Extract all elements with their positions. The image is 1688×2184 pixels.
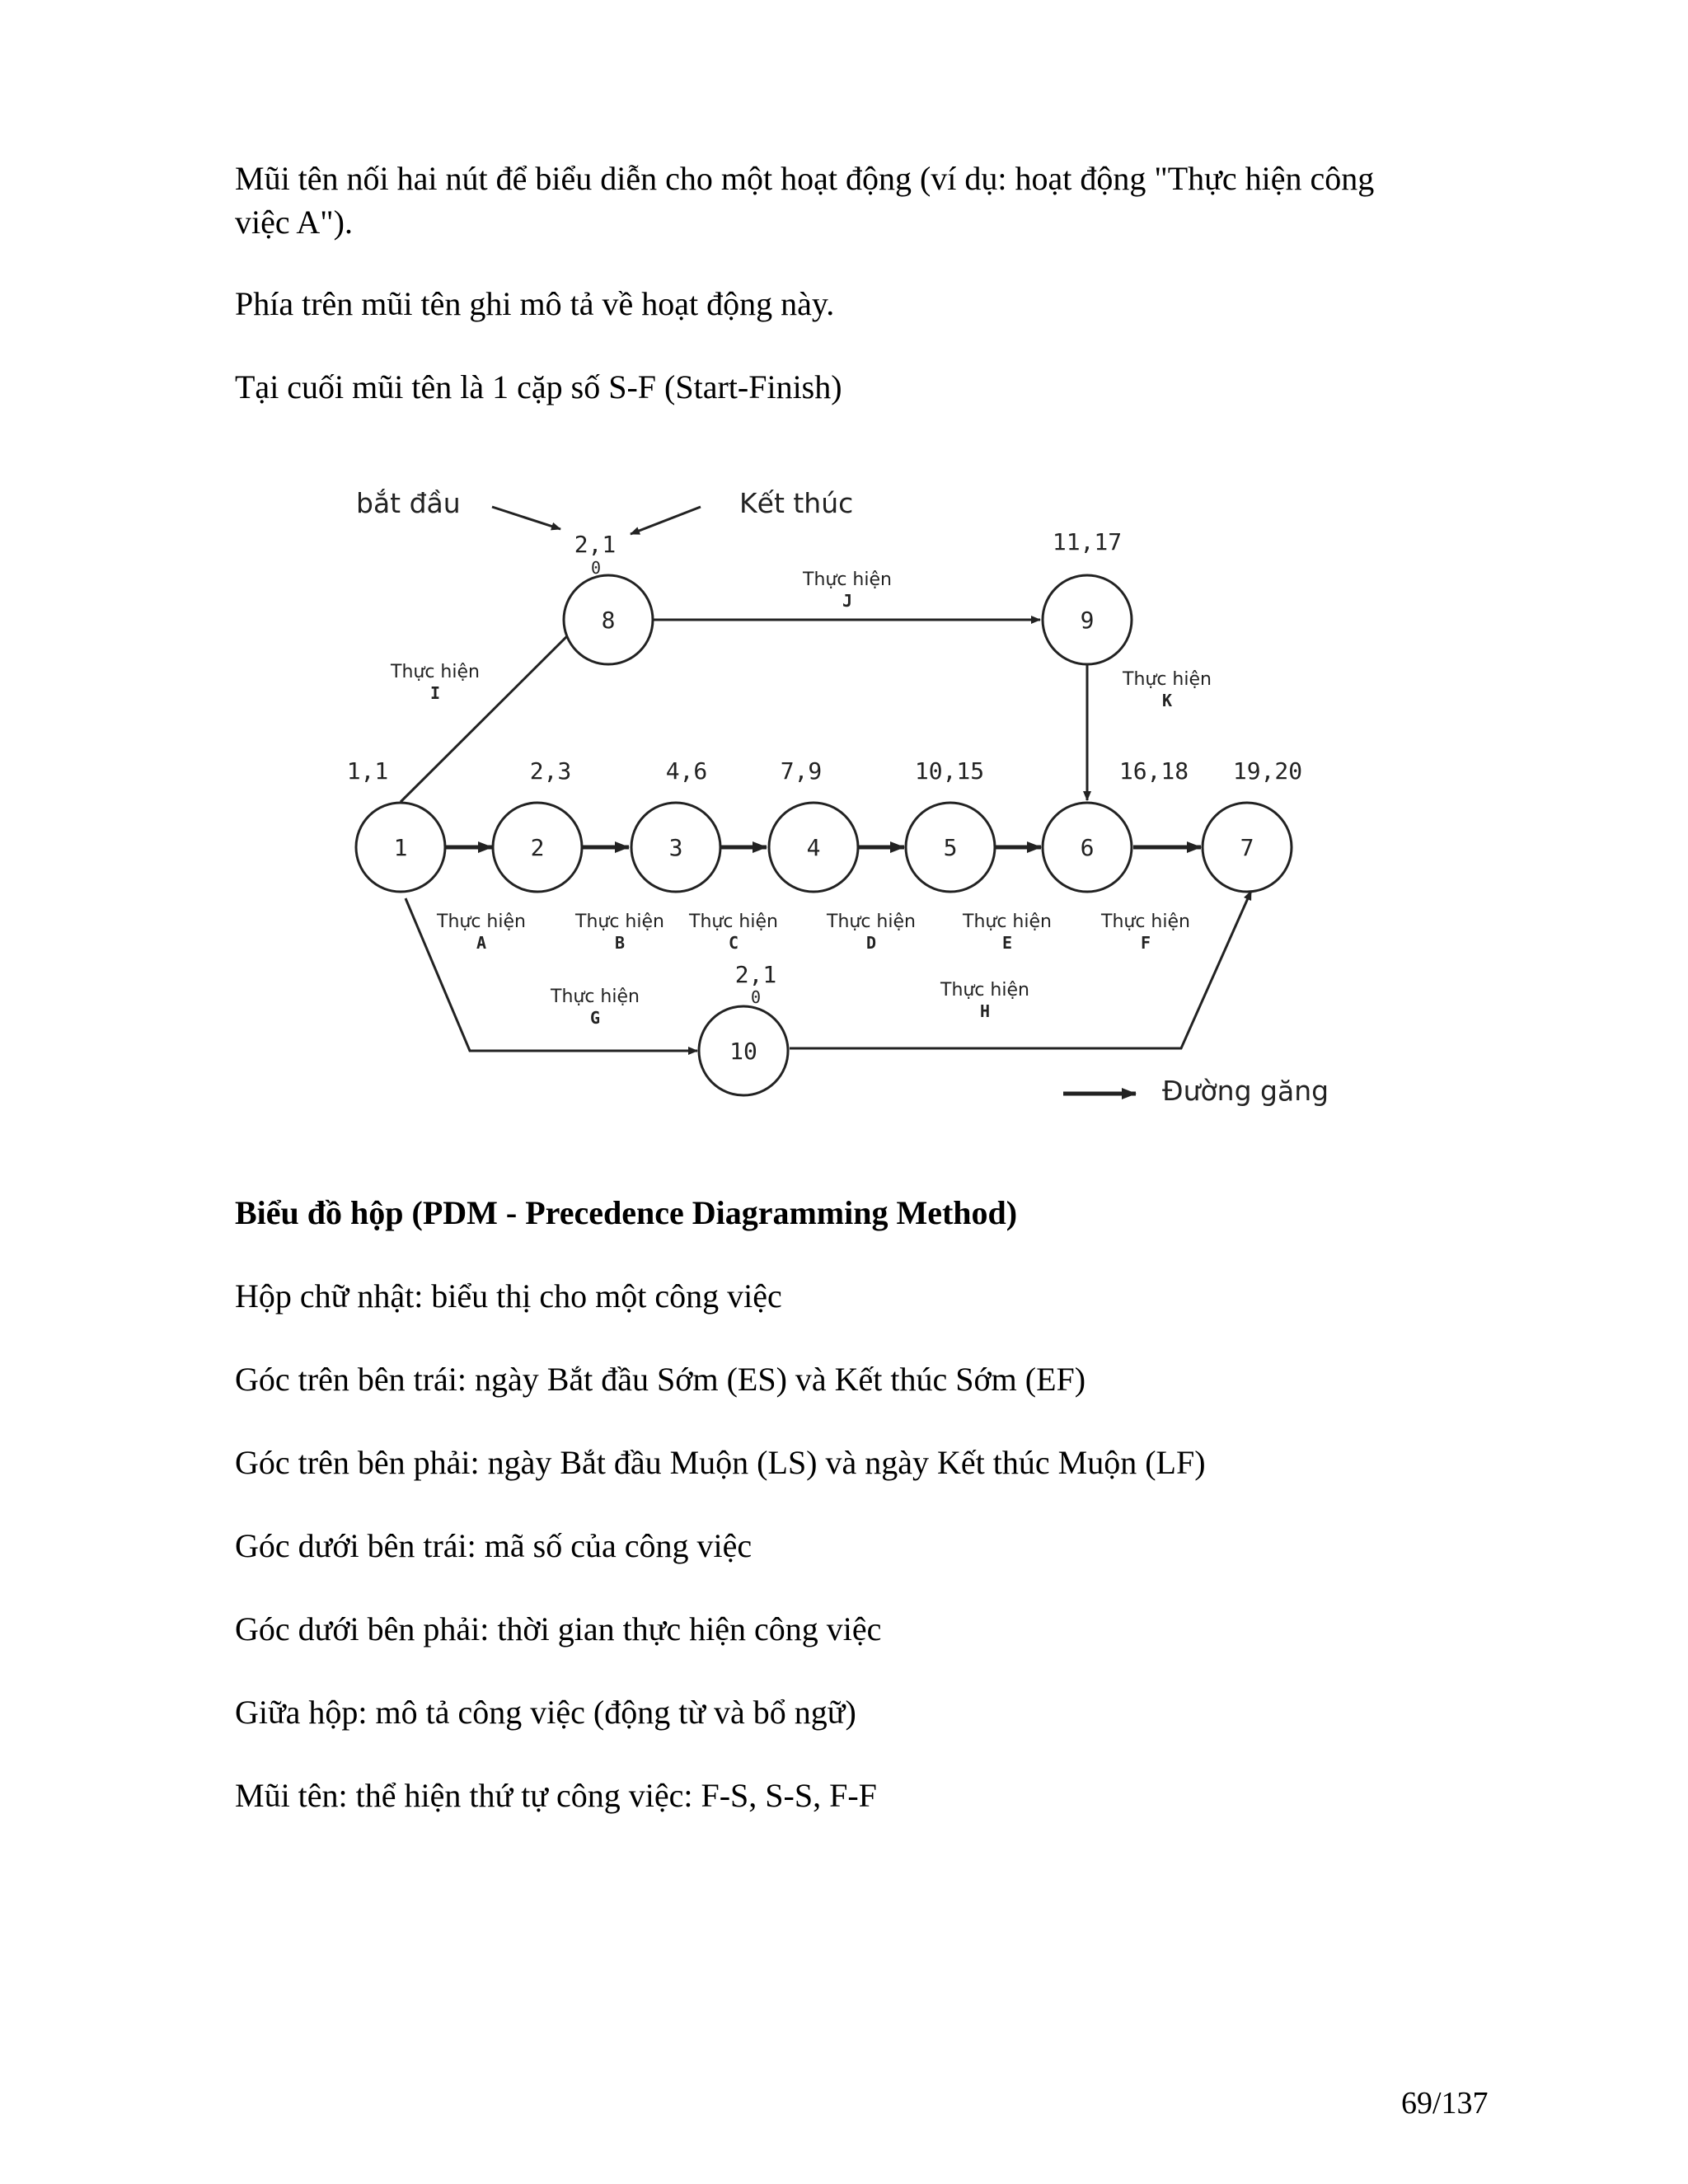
node-9-id: 9: [1080, 607, 1095, 634]
node-6: [1043, 803, 1132, 892]
activity-j-name: Thực hiện: [803, 569, 892, 590]
node-5-id: 5: [943, 834, 958, 861]
activity-b-letter: B: [614, 933, 626, 953]
intro-paragraph-line-1: Mũi tên nối hai nút để biểu diễn cho một hoạt động (ví dụ: hoạt động "Thực hiện công: [235, 160, 1375, 197]
node-4-sf: 7,9: [780, 757, 823, 785]
node-8-sf-sub: 0: [590, 558, 602, 578]
node-2-id: 2: [530, 834, 545, 861]
pdm-line-7: Mũi tên: thể hiện thứ tự công việc: F-S, S-S, F-F: [235, 1777, 877, 1814]
node-6-id: 6: [1080, 834, 1095, 861]
activity-g-letter: G: [589, 1008, 601, 1028]
intro-paragraph-3: Tại cuối mũi tên là 1 cặp số S-F (Start-Finish): [235, 368, 842, 405]
activity-f-name: Thực hiện: [1101, 912, 1190, 932]
activity-d-letter: D: [865, 933, 877, 953]
activity-e-label: [962, 912, 1052, 953]
activity-i-letter: I: [429, 683, 441, 703]
node-10-sf-sub: 0: [750, 987, 762, 1007]
node-10-sf: 2,1: [734, 961, 777, 988]
pdm-line-2: Góc trên bên trái: ngày Bắt đầu Sớm (ES) và Kết thúc Sớm (EF): [235, 1361, 1086, 1398]
activity-j-letter: J: [842, 591, 853, 611]
legend-label: Đường găng: [1162, 1075, 1329, 1107]
activity-i-label: [390, 662, 480, 703]
node-8: [564, 575, 653, 664]
activity-k-letter: K: [1161, 691, 1173, 710]
activity-h-letter: H: [979, 1001, 991, 1021]
start-label: bắt đầu: [356, 487, 461, 519]
activity-j-label: [802, 569, 892, 611]
node-2-sf: 2,3: [529, 757, 572, 785]
activity-g-name: Thực hiện: [551, 987, 640, 1007]
activity-a-name: Thực hiện: [437, 912, 526, 932]
activity-h-name: Thực hiện: [940, 980, 1029, 1001]
pdm-line-4: Góc dưới bên trái: mã số của công việc: [235, 1527, 753, 1564]
activity-i-name: Thực hiện: [391, 662, 480, 682]
activity-k-label: [1122, 669, 1212, 710]
activity-d-name: Thực hiện: [827, 912, 916, 932]
node-2: [493, 803, 582, 892]
activity-f-label: [1100, 912, 1190, 953]
page-number: 69/137: [1401, 2086, 1489, 2121]
node-7-sf: 19,20: [1232, 757, 1303, 785]
activity-e-name: Thực hiện: [963, 912, 1052, 932]
activity-g-label: [550, 987, 640, 1028]
legend: [1063, 1075, 1329, 1107]
finish-pointer-arrow: [631, 507, 701, 534]
activity-e-letter: E: [1001, 933, 1013, 953]
pdm-line-3: Góc trên bên phải: ngày Bắt đầu Muộn (LS) và ngày Kết thúc Muộn (LF): [235, 1444, 1206, 1481]
pdm-heading: Biểu đồ hộp (PDM - Precedence Diagramming Method): [235, 1194, 1018, 1231]
node-8-sf: 2,1: [574, 531, 617, 558]
activity-c-letter: C: [728, 933, 739, 953]
node-5-sf: 10,15: [914, 757, 985, 785]
activity-b-label: [574, 912, 664, 953]
intro-paragraph-2: Phía trên mũi tên ghi mô tả về hoạt động này.: [235, 285, 835, 322]
intro-paragraph-line-2: việc A").: [235, 204, 353, 241]
node-10: [699, 1006, 788, 1095]
pdm-line-6: Giữa hộp: mô tả công việc (động từ và bổ ngữ): [235, 1694, 856, 1731]
finish-label: Kết thúc: [739, 487, 854, 519]
node-9-sf: 11,17: [1052, 528, 1123, 555]
activity-a-letter: A: [476, 933, 487, 953]
activity-a-label: [436, 912, 526, 953]
sf-labels: [347, 528, 1302, 1007]
activity-c-label: [688, 912, 778, 953]
node-1-sf: 1,1: [346, 757, 389, 785]
node-4: [769, 803, 858, 892]
activity-f-letter: F: [1140, 933, 1151, 953]
node-5: [906, 803, 995, 892]
node-4-id: 4: [806, 834, 821, 861]
pdm-line-5: Góc dưới bên phải: thời gian thực hiện công việc: [235, 1610, 882, 1647]
node-6-sf: 16,18: [1118, 757, 1189, 785]
activity-h-label: [940, 980, 1029, 1021]
activity-b-name: Thực hiện: [575, 912, 664, 932]
node-1: [356, 803, 445, 892]
activity-k-name: Thực hiện: [1123, 669, 1212, 690]
node-3-sf: 4,6: [665, 757, 708, 785]
node-7: [1203, 803, 1292, 892]
node-7-id: 7: [1240, 834, 1254, 861]
start-pointer-arrow: [492, 507, 560, 529]
activity-d-label: [826, 912, 916, 953]
node-9: [1043, 575, 1132, 664]
node-10-id: 10: [729, 1038, 757, 1065]
node-1-id: 1: [393, 834, 408, 861]
activity-c-name: Thực hiện: [689, 912, 778, 932]
node-3: [631, 803, 720, 892]
pdm-line-1: Hộp chữ nhật: biểu thị cho một công việc: [235, 1277, 782, 1315]
node-3-id: 3: [668, 834, 683, 861]
node-8-id: 8: [601, 607, 616, 634]
